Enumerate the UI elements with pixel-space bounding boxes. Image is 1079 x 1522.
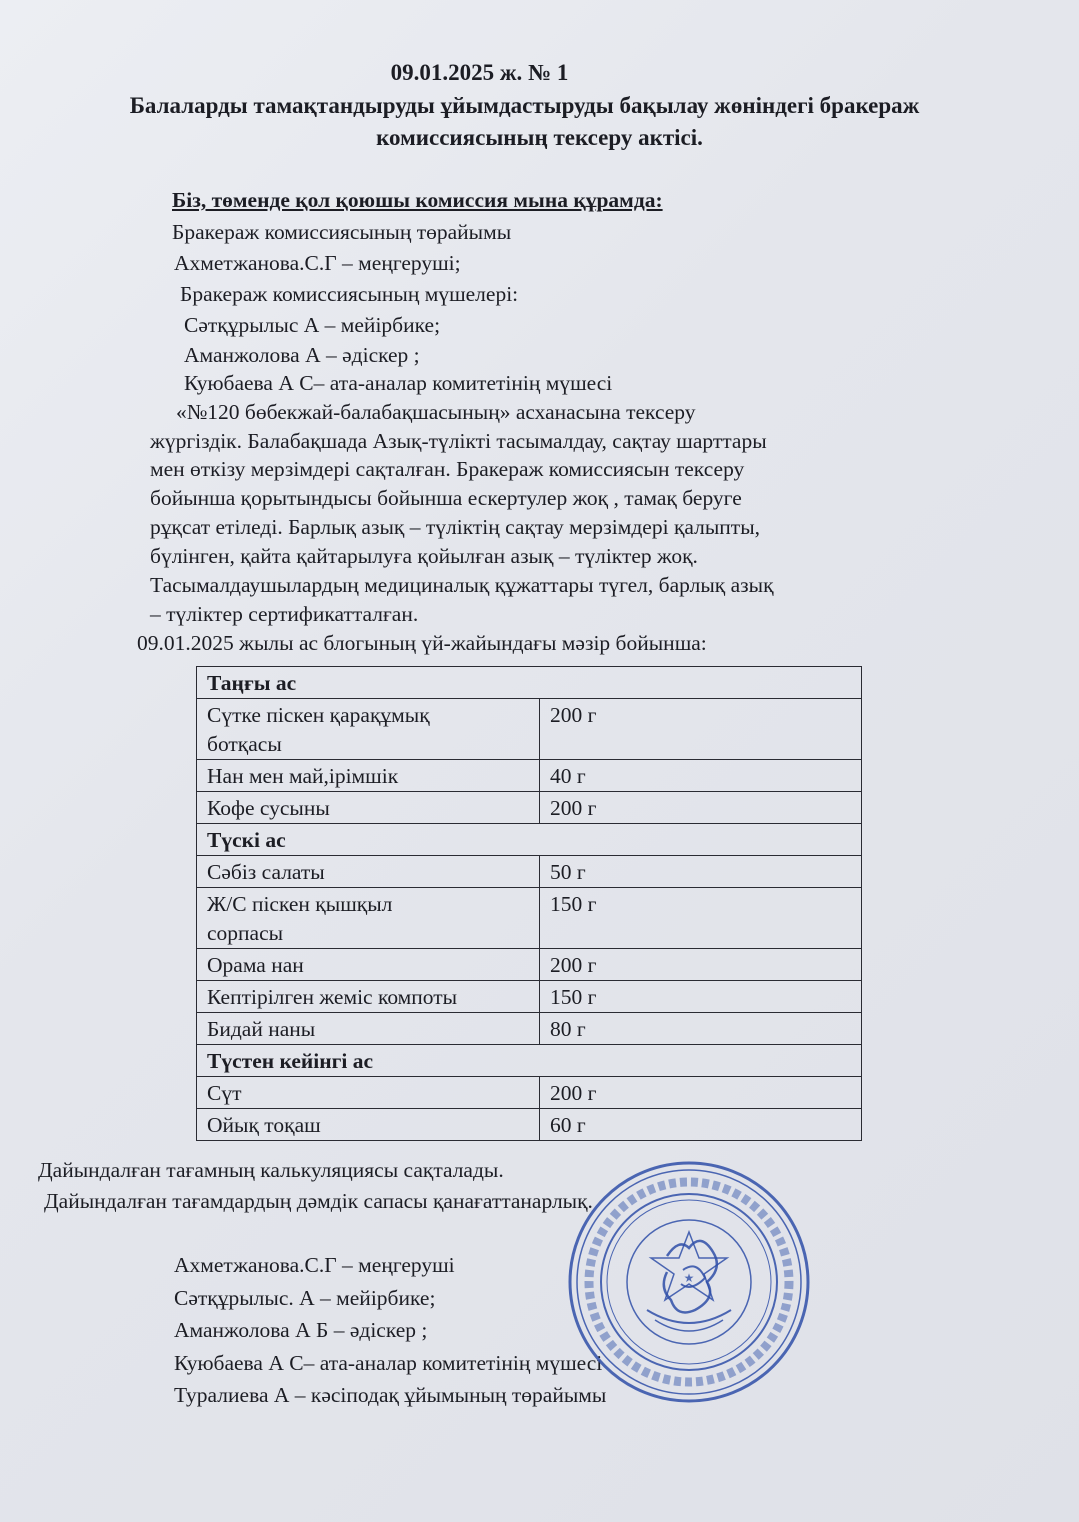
commission-chair-name: Ахметжанова.С.Г – меңгеруші; [174,251,461,275]
commission-heading: Біз, төменде қол қоюшы комиссия мына құрамда: [172,188,663,212]
dish-name-line: ботқасы [207,732,282,756]
menu-item-row [197,856,862,888]
dish-name-line: Ж/С піскен қышқыл [207,892,393,916]
dish-name: Орама нан [197,949,540,981]
report-paragraph-line: бүлінген, қайта қайтарылуға қойылған азық – түліктер жоқ. [150,544,698,568]
dish-quantity: 200 г [540,699,862,760]
dish-quantity: 80 г [540,1013,862,1045]
menu-item-row [197,888,862,949]
dish-name [197,699,540,760]
dish-quantity: 200 г [540,792,862,824]
menu-section-row [197,824,862,856]
act-title-line-2: комиссиясының тексеру актісі. [376,125,703,150]
dish-name [197,888,540,949]
act-title-line-1: Балаларды тамақтандыруды ұйымдастыруды бақылау жөніндегі бракераж [129,93,920,118]
dish-quantity: 40 г [540,760,862,792]
dish-quantity: 60 г [540,1109,862,1141]
dish-quantity: 200 г [540,1077,862,1109]
member-methodologist: Аманжолова А – әдіскер ; [184,343,420,367]
menu-section-row [197,1045,862,1077]
dish-quantity: 150 г [540,888,862,949]
report-paragraph-line: «№120 бөбекжай-балабақшасының» асханасына тексеру [176,400,696,424]
signature-line: Ахметжанова.С.Г – меңгеруші [174,1253,455,1277]
menu-item-row [197,1077,862,1109]
menu-item-row [197,981,862,1013]
dish-quantity: 150 г [540,981,862,1013]
conclusion-calculation: Дайындалған тағамның калькуляциясы сақталады. [38,1158,504,1182]
signature-line: Аманжолова А Б – әдіскер ; [174,1318,428,1342]
svg-text:★: ★ [683,1271,695,1285]
conclusion-quality: Дайындалған тағамдардың дәмдік сапасы қанағаттанарлық. [44,1189,593,1213]
dish-name: Кептірілген жеміс компоты [197,981,540,1013]
signature-line: Куюбаева А С– ата-аналар комитетінің мүшесі [174,1351,603,1375]
menu-item-row [197,760,862,792]
dish-name: Кофе сусыны [197,792,540,824]
menu-item-row [197,792,862,824]
dish-name: Сәбіз салаты [197,856,540,888]
dish-name: Нан мен май,ірімшік [197,760,540,792]
report-paragraph-line: бойынша қорытындысы бойынша ескертулер жоқ , тамақ беруге [150,486,742,510]
report-paragraph-line: Тасымалдаушылардың медициналық құжаттары түгел, барлық азық [150,573,774,597]
menu-item-row [197,1109,862,1141]
dish-name-line: Сүтке піскен қарақұмық [207,703,430,727]
menu-table [196,666,862,1141]
report-paragraph-line: рұқсат етіледі. Барлық азық – түліктің сақтау мерзімдері қалыпты, [150,515,761,539]
section-breakfast-title: Таңғы ас [197,667,862,699]
signature-line: Сәтқұрылыс. А – мейірбике; [174,1286,436,1310]
dish-name: Сүт [197,1077,540,1109]
dish-quantity: 50 г [540,856,862,888]
report-paragraph-line: жүргіздік. Балабақшада Азық-түлікті тасымалдау, сақтау шарттары [150,429,767,453]
dish-name-line: сорпасы [207,921,284,945]
dish-name: Бидай наны [197,1013,540,1045]
dish-quantity: 200 г [540,949,862,981]
report-paragraph-line: мен өткізу мерзімдері сақталған. Бракераж комиссиясын тексеру [150,457,745,481]
menu-item-row [197,949,862,981]
act-date-number: 09.01.2025 ж. № 1 [390,60,569,85]
report-paragraph-line: – түліктер сертификатталған. [150,602,419,626]
menu-section-row [197,667,862,699]
section-lunch-title: Түскі ас [197,824,862,856]
section-snack-title: Түстен кейінгі ас [197,1045,862,1077]
member-parent-committee: Куюбаева А С– ата-аналар комитетінің мүшесі [184,371,613,395]
signature-line: Туралиева А – кәсіподақ ұйымының төрайымы [174,1383,607,1407]
commission-members-label: Бракераж комиссиясының мүшелері: [180,282,519,306]
dish-name: Ойық тоқаш [197,1109,540,1141]
member-nurse: Сәтқұрылыс А – мейірбике; [184,313,441,337]
menu-item-row [197,699,862,760]
official-stamp-icon [567,1160,811,1404]
commission-chair-label: Бракераж комиссиясының төрайымы [172,220,512,244]
menu-item-row [197,1013,862,1045]
menu-intro: 09.01.2025 жылы ас блогының үй-жайындағы мәзір бойынша: [137,631,707,655]
